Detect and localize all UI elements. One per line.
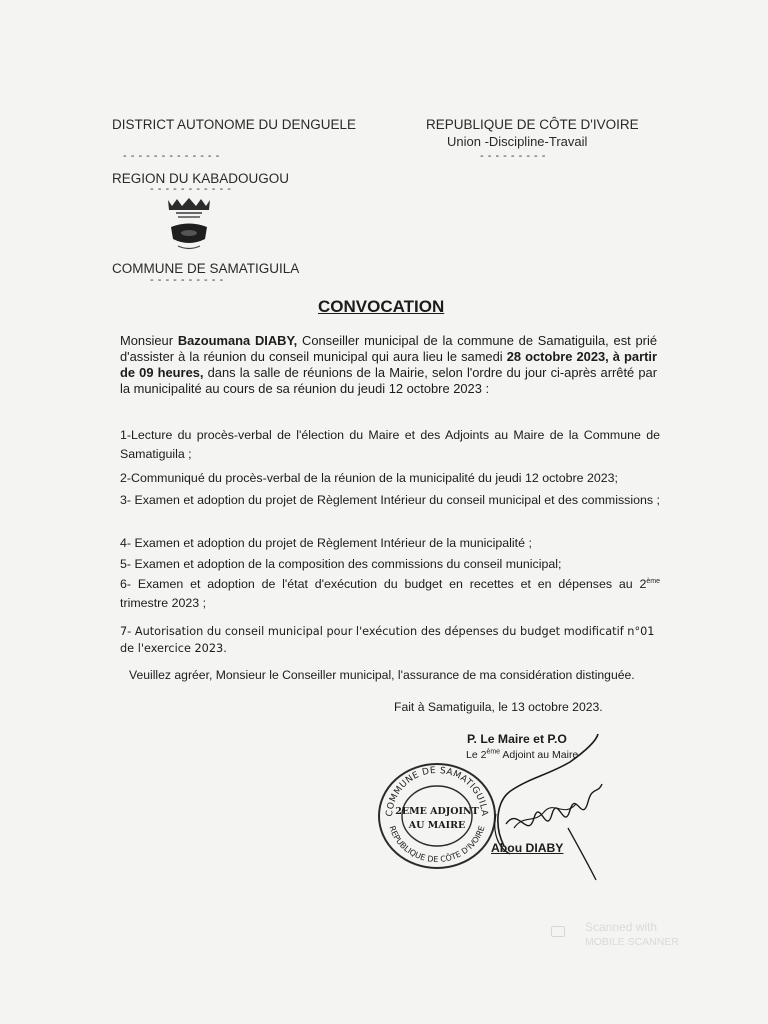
agenda-item-7: 7- Autorisation du conseil municipal pour l'exécution des dépenses du budget modificatif n°01 de l'exercice 2023. — [120, 625, 655, 655]
watermark-line-2: MOBILE SCANNER — [585, 936, 679, 948]
signatory-role-b: Adjoint au Maire — [500, 749, 579, 761]
agenda-item-6-text-a: 6- Examen et adoption de l'état d'exécution du budget en recettes et en dépenses au 2 — [120, 577, 647, 591]
agenda-item-5: 5- Examen et adoption de la composition des commissions du conseil municipal; — [120, 557, 562, 571]
region-label: REGION DU KABADOUGOU — [112, 171, 290, 186]
divider-left: - - - - - - - - - - - - - — [123, 150, 220, 162]
intro-text-2: Conseiller municipal de la commune de Samatiguila, est prié d'assister à la réunion du conseil municipal qui aura lieu le samedi — [120, 333, 658, 364]
commune-label: COMMUNE DE SAMATIGUILA — [112, 261, 300, 276]
agenda-item-4: 4- Examen et adoption du projet de Règlement Intérieur de la municipalité ; — [120, 536, 532, 550]
place-date: Fait à Samatiguila, le 13 octobre 2023. — [394, 700, 603, 714]
intro-text-1: Monsieur — [120, 333, 178, 348]
signatory-role-sup: ème — [486, 748, 501, 756]
district-label: DISTRICT AUTONOME DU DENGUELE — [112, 117, 357, 132]
watermark-line-1: Scanned with — [585, 920, 658, 934]
commune-emblem-icon — [162, 194, 216, 254]
divider-right: - - - - - - - - - — [480, 150, 546, 162]
stamp-outer-bottom: REPUBLIQUE DE CÔTE D'IVOIRE — [387, 824, 487, 865]
agenda-item-3: 3- Examen et adoption du projet de Règlement Intérieur du conseil municipal et des commissions ; — [120, 493, 660, 507]
republic-label: REPUBLIQUE DE CÔTE D'IVOIRE — [426, 117, 639, 132]
divider-region: - - - - - - - - - - - — [150, 183, 232, 195]
agenda-item-6-sup: ème — [646, 577, 660, 585]
stamp-outer-top: COMMUNE DE SAMATIGUILA — [384, 765, 490, 817]
signatory-title: P. Le Maire et P.O — [467, 732, 567, 746]
official-stamp — [374, 760, 500, 872]
stamp-center-1: 2EME ADJOINT — [395, 806, 479, 817]
agenda-item-6-text-b: trimestre 2023 ; — [120, 596, 207, 610]
scanner-app-icon — [551, 926, 565, 937]
signatory-name: Abou DIABY — [491, 841, 564, 855]
recipient-name: Bazoumana DIABY, — [177, 333, 298, 348]
closing-line: Veuillez agréer, Monsieur le Conseiller municipal, l'assurance de ma considération distinguée. — [129, 668, 635, 682]
divider-commune: - - - - - - - - - - — [150, 274, 224, 286]
intro-paragraph — [120, 333, 657, 397]
document-title: CONVOCATION — [318, 297, 445, 316]
motto-label: Union -Discipline-Travail — [447, 134, 588, 149]
agenda-item-6 — [120, 575, 660, 613]
stamp-center-2: AU MAIRE — [408, 820, 466, 831]
signatory-role-a: Le 2 — [466, 749, 487, 761]
meeting-date: 28 octobre 2023, à partir de 09 heures, — [120, 349, 658, 380]
agenda-item-1: 1-Lecture du procès-verbal de l'élection du Maire et des Adjoints au Maire de la Commune de Samatiguila ; — [120, 428, 660, 461]
agenda-item-2: 2-Communiqué du procès-verbal de la réunion de la municipalité du jeudi 12 octobre 2023; — [120, 471, 618, 485]
handwritten-signature — [484, 728, 612, 884]
intro-text-3: dans la salle de réunions de la Mairie, selon l'ordre du jour ci-après arrêté par la municipalité au cours de sa réunion du jeudi 12 octobre 2023 : — [120, 365, 657, 396]
